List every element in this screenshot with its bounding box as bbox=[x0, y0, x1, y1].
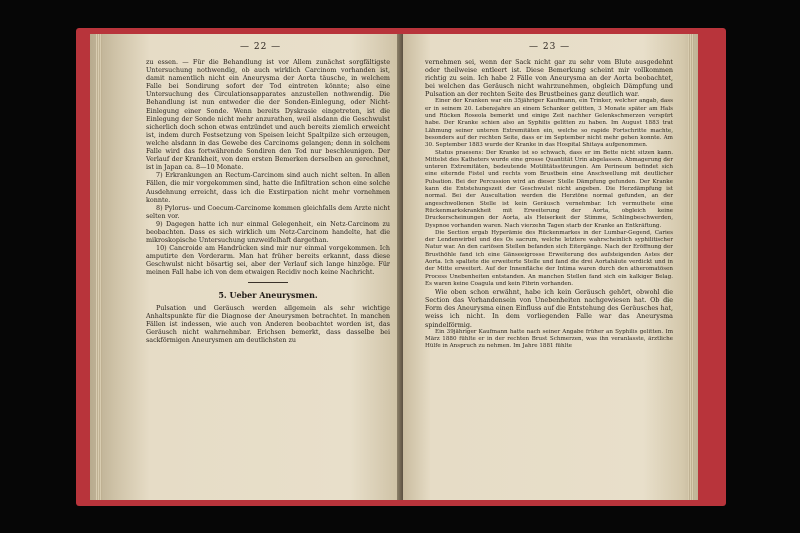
divider bbox=[248, 282, 288, 283]
paragraph: zu essen. — Für die Behandlung ist vor Allem zunächst sorgfältigste Untersuchung nothwendig, ob auch wirklich Carcinom vorhanden ist, damit namentlich nicht ein Aneurysma der Aorta täusche, in welchem Falle bei Sondirung sofort der Tod eintreten könnte; also eine Untersuchung des Circulationsapparates anzustellen nothwendig. Die Behandlung ist nun entweder die der Sonden-Einlegung, oder Nicht-Einlegung einer Sonde. Wenn bereits Dyskrasie eingetreten, ist die Einlegung der Sonde nicht mehr anzurathen, weil alsdann die Geschwulst sicherlich doch schon etwas entzündet und auch bereits ziemlich erweicht ist, indem durch Festsetzung von Speisen leicht Spaltpilze sich erzeugen, welche alsdann in das Gewebe des Carcinoms gelangen; denn in solchem Falle wird das fortwährende Sondiren den Tod nur beschleunigen. Der Verlauf der Krankheit, von dem ersten Bemerken derselben an gerechnet, ist in Japan ca. 8—10 Monate. bbox=[146, 58, 390, 172]
paragraph: 10) Cancroide am Handrücken sind mir nur einmal vorgekommen. Ich amputirte den Vorderarm. Man hat früher bereits erkannt, dass diese Geschwulst nicht bösartig sei, aber der Verlauf sich lange hinzöge. Für meinen Fall habe ich von dem etwaigen Recidiv noch keine Nachricht. bbox=[146, 244, 390, 277]
paragraph: Wie oben schon erwähnt, habe ich kein Geräusch gehört, obwohl die Section das Vorhandensein von Unebenheiten nachgewiesen hat. Ob die Form des Aneurysma einen Einfluss auf die Entstehung des Geräusches hat, weiss ich nicht. In dem vorliegenden Falle war das Aneurysma spindelförmig. bbox=[425, 288, 673, 329]
left-page-number: — 22 — bbox=[240, 42, 282, 52]
case-paragraph: Einer der Kranken war ein 35jähriger Kaufmann, ein Trinker, welcher angab, dass er in seinem 20. Lebensjahre an einem Schanker gelitten, 3 Monate später am Hals und Rücken Roseola bemerkt und einige Zeit nachher Gelenkschmerzen verspürt habe. Der Kranke schien also an Syphilis gelitten zu haben. Im August 1883 trat Lähmung seiner unteren Extremitäten ein, welche so rapide Fortschritte machte, besonders auf der rechten Seite, dass er im September nicht mehr gehen konnte. Am 30. September 1883 wurde der Kranke in das Hospital Shitaya aufgenommen. bbox=[425, 98, 673, 149]
paragraph: vernehmen sei, wenn der Sack nicht gar zu sehr vom Blute ausgedehnt oder theilweise entleert ist. Diese Bemerkung scheint mir vollkommen richtig zu sein. Ich habe 2 Fälle von Aneurysma an der Aorta beobachtet, bei welchen das Geräusch nicht wahrzunehmen, obgleich Dämpfung und Pulsation an der rechten Seite des Brustbeines ganz deutlich war. bbox=[425, 58, 673, 99]
left-page-text bbox=[146, 58, 390, 344]
right-page-number: — 23 — bbox=[529, 42, 571, 52]
case-paragraph: Status praesens: Der Kranke ist so schwach, dass er im Bette nicht sitzen kann. Mittelst des Katheters wurde eine grosse Quantität Urin abgelassen. Abmagerung der unteren Extremitäten, bedeutende Motilitätsstörungen. Am Perineum befindet sich eine eiternde Fistel und rechts vom Brustbein eine Anschwellung mit deutlicher Pulsation. Bei der Percussion wird an dieser Stelle Dämpfung gefunden. Der Kranke kann die Entstehungszeit der Geschwulst nicht angeben. Die Herzdämpfung ist normal. Bei der Auscultation werden die Herztöne normal gefunden, an der angeschwollenen Stelle ist kein Geräusch vernehmbar. Ich vermuthete eine Rückenmarkskrankheit mit Erweiterung der Aorta, obgleich keine Druckerscheinungen der Aorta, als Heiserkeit der Stimme, Schlingbeschwerden, Dyspnoe vorhanden waren. Nach vierzehn Tagen starb der Kranke an Entkräftung. bbox=[425, 149, 673, 229]
case-paragraph: Die Section ergab Hyperämie des Rückenmarkes in der Lumbar-Gegend, Caries der Lendenwirbel und des Os sacrum, welche letztere wahrscheinlich syphilitischer Natur war. An den cariösen Stellen befanden sich Eitergänge. Nach der Eröffnung der Brusthöhle fand ich eine Gänseeigrosse Erweiterung des aufsteigenden Astes der Aorta. Ich spaltete die erweiterte Stelle und fand die drei Aortahäute verdickt und in der Mitte erweitert. Auf der Innenfläche der Intima waren durch den atheromatösen Process Unebenheiten entstanden. An manchen Stellen fand sich ein kalkiger Belag. Es waren keine Coagula und kein Fibrin vorhanden. bbox=[425, 229, 673, 287]
paragraph: 8) Pylorus- und Coecum-Carcinome kommen gleichfalls dem Arzte nicht selten vor. bbox=[146, 203, 390, 220]
paragraph: 9) Dagegen hatte ich nur einmal Gelegenheit, ein Netz-Carcinom zu beobachten. Dass es sich wirklich um Netz-Carcinom handelte, hat die mikroskopische Untersuchung unzweifelhaft dargethan. bbox=[146, 219, 390, 245]
page-edge bbox=[96, 34, 102, 500]
right-page-text bbox=[425, 58, 673, 351]
section-heading: 5. Ueber Aneurysmen. bbox=[218, 289, 318, 300]
page-edge bbox=[688, 34, 694, 500]
paragraph: Pulsation und Geräusch werden allgemein als sehr wichtige Anhaltspunkte für die Diagnose der Aneurysmen betrachtet. In manchen Fällen ist indessen, wie auch von Anderen beobachtet worden ist, das Geräusch nicht wahrnehmbar. Erichsen bemerkt, dass dasselbe bei sackförmigen Aneurysmen am deutlichsten zu bbox=[146, 303, 390, 344]
left-page bbox=[90, 34, 403, 500]
paragraph: 7) Erkrankungen an Rectum-Carcinom sind auch nicht selten. In allen Fällen, die mir vorgekommen sind, hatte die Infiltration schon eine solche Ausdehnung erreicht, dass ich die Exstirpation nicht mehr vornehmen konnte. bbox=[146, 171, 390, 204]
case-paragraph: Ein 39jähriger Kaufmann hatte nach seiner Angabe früher an Syphilis gelitten. Im März 1880 fühlte er in der rechten Brust Schmerzen, was ihn veranlasste, ärztliche Hülfe in Anspruch zu nehmen. Im Jahre 1881 fühlte bbox=[425, 328, 673, 350]
right-page bbox=[403, 34, 698, 500]
